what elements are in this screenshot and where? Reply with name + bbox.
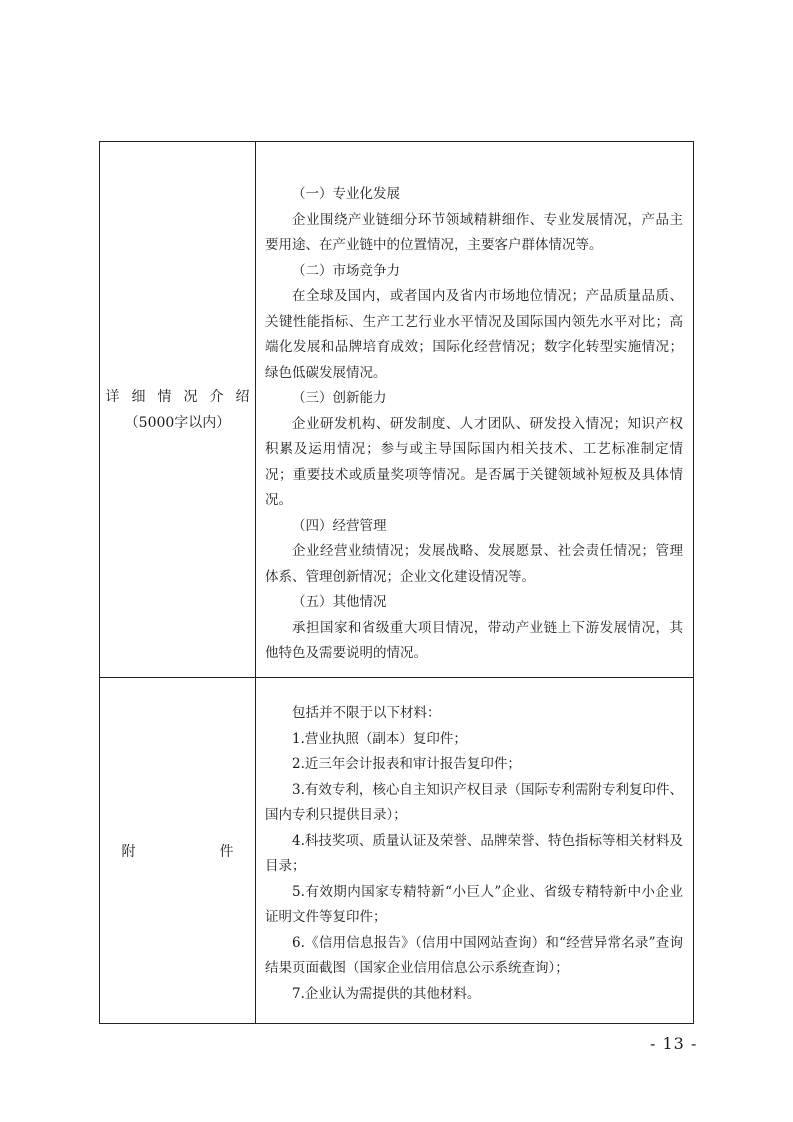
attachments-intro: 包括并不限于以下材料： bbox=[292, 705, 441, 721]
details-label: 详细情况介绍 bbox=[105, 388, 262, 405]
details-label-cell bbox=[100, 142, 262, 677]
application-form-table bbox=[99, 141, 694, 1024]
attachments-content-cell bbox=[256, 678, 693, 1024]
details-content-cell bbox=[256, 142, 693, 677]
attachment-item: 4.科技奖项、质量认证及荣誉、品牌荣誉、特色指标等相关材料及目录； bbox=[265, 832, 683, 874]
attachment-item: 7.企业认为需提供的其他材料。 bbox=[292, 985, 481, 1002]
section-body: 在全球及国内，或者国内及省内市场地位情况；产品质量品质、关键性能指标、生产工艺行业水平情况及国际国内领先水平对比；高端化发展和品牌培育成效；国际化经营情况；数字化转型实施情况；绿色低碳发展情况。 bbox=[265, 288, 683, 381]
section-heading: （四）经营管理 bbox=[292, 517, 387, 534]
section-body: 承担国家和省级重大项目情况，带动产业链上下游发展情况，其他特色及需要说明的情况。 bbox=[265, 619, 683, 661]
attachments-label-right: 件 bbox=[219, 844, 234, 860]
details-row bbox=[100, 142, 693, 678]
section-body: 企业围绕产业链细分环节领域精耕细作、专业发展情况，产品主要用途、在产业链中的位置情况，主要客户群体情况等。 bbox=[265, 211, 683, 253]
attachments-label-cell bbox=[100, 678, 256, 1024]
attachments-label-left: 附 bbox=[121, 844, 136, 860]
page-number: - 13 - bbox=[650, 1034, 698, 1053]
attachment-item: 6.《信用信息报告》（信用中国网站查询）和“经营异常名录”查询结果页面截图（国家企业信用信息公示系统查询）； bbox=[265, 934, 683, 976]
details-sublabel: （5000字以内） bbox=[124, 414, 231, 431]
section-heading: （三）创新能力 bbox=[292, 390, 387, 406]
section-heading: （一）专业化发展 bbox=[292, 186, 400, 202]
attachments-row bbox=[100, 678, 693, 1024]
section-heading: （五）其他情况 bbox=[292, 594, 387, 610]
section-body: 企业研发机构、研发制度、人才团队、研发投入情况；知识产权积累及运用情况；参与或主导国际国内相关技术、工艺标准制定情况；重要技术或质量奖项等情况。是否属于关键领域补短板及具体情况。 bbox=[265, 415, 683, 508]
section-heading: （二）市场竞争力 bbox=[292, 262, 400, 279]
section-body: 企业经营业绩情况；发展战略、发展愿景、社会责任情况；管理体系、管理创新情况；企业文化建设情况等。 bbox=[265, 543, 683, 585]
attachment-item: 2.近三年会计报表和审计报告复印件； bbox=[292, 756, 521, 772]
attachments-label bbox=[122, 841, 234, 861]
attachment-item: 5.有效期内国家专精特新“小巨人”企业、省级专精特新中小企业证明文件等复印件； bbox=[265, 883, 683, 925]
attachment-item: 3.有效专利，核心自主知识产权目录（国际专利需附专利复印件、国内专利只提供目录）； bbox=[265, 781, 683, 823]
attachment-item: 1.营业执照（副本）复印件； bbox=[292, 730, 467, 747]
